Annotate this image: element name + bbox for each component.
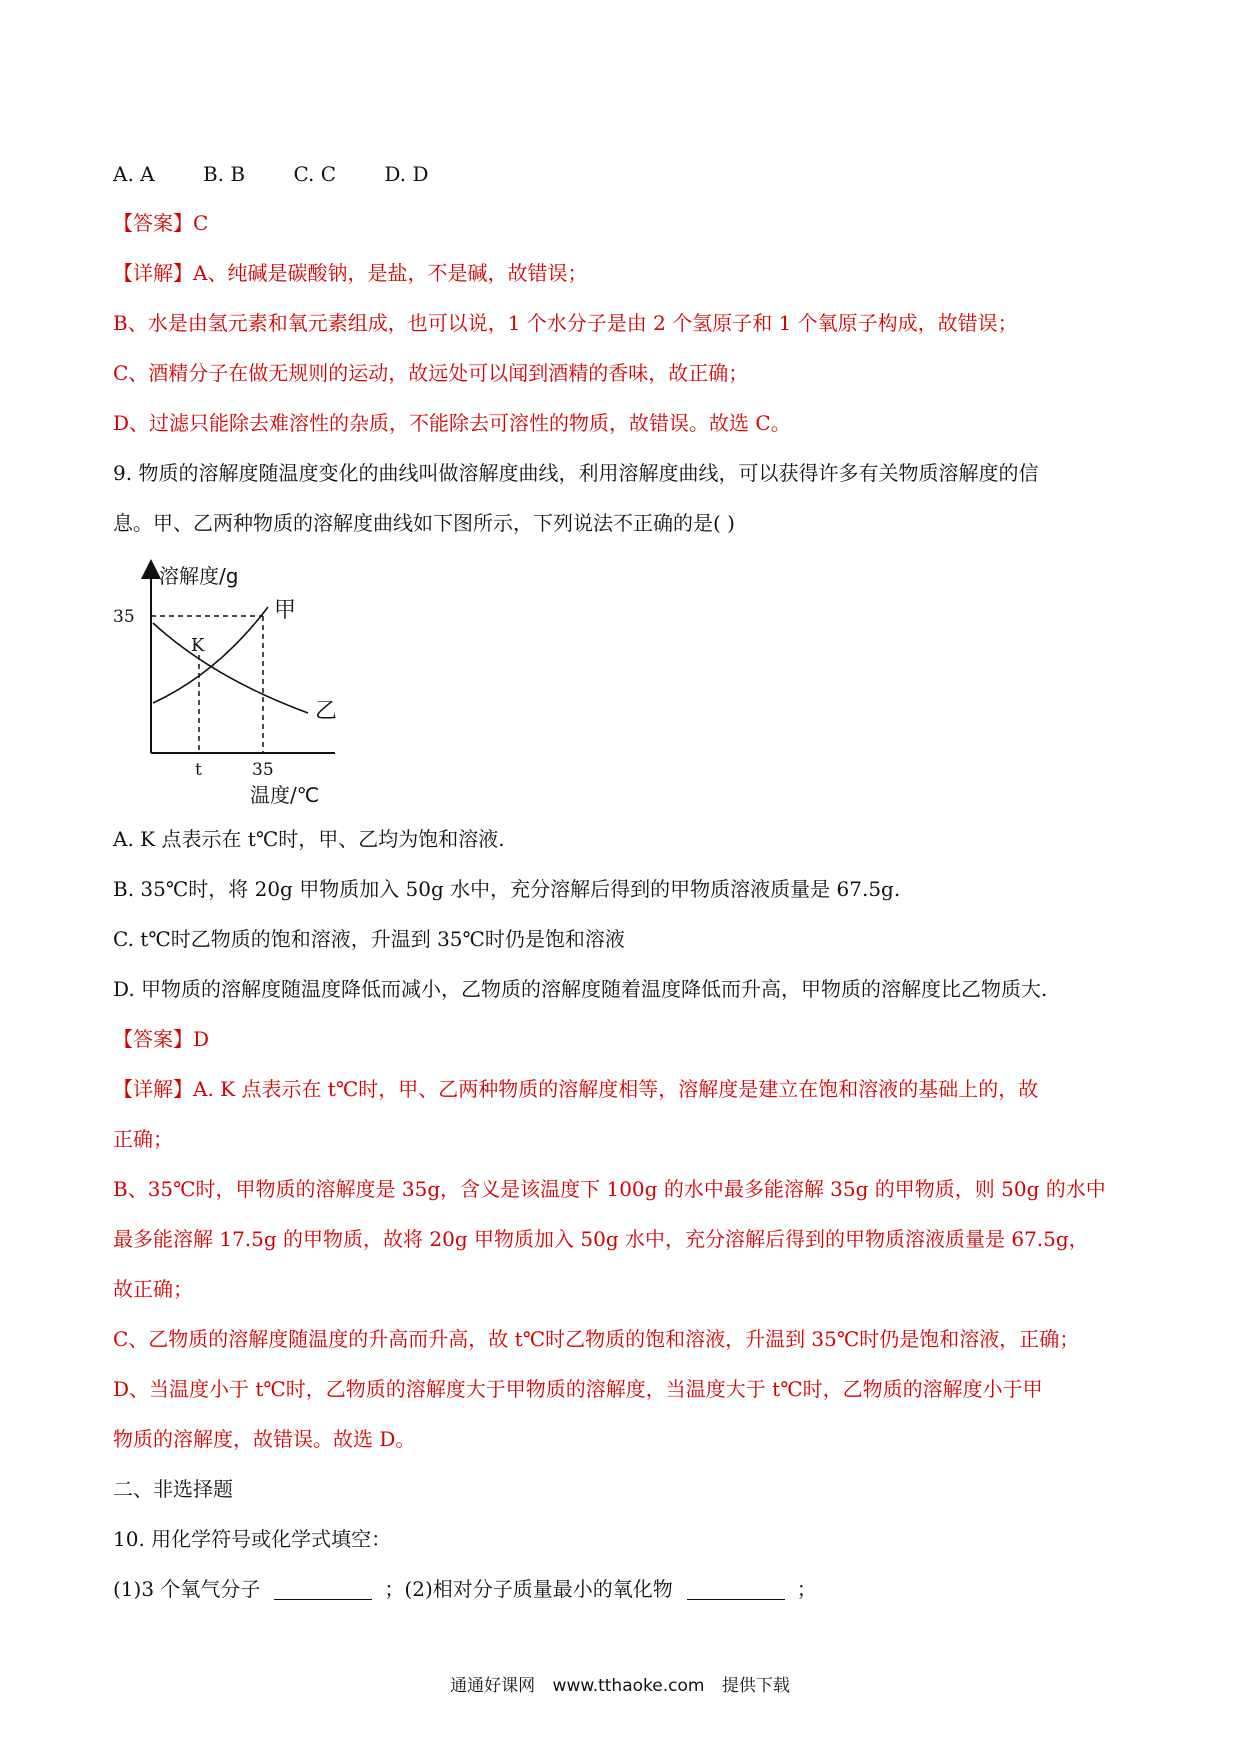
q8-detail-a: 【详解】A、纯碱是碳酸钠，是盐，不是碱，故错误； [113,261,588,285]
q10-fill-line [113,1574,817,1604]
q9-detail-line5: 故正确； [113,1277,193,1301]
curve-yi [153,623,308,713]
x-tick-35: 35 [252,760,274,780]
series-yi-label: 乙 [315,699,338,724]
q9-detail-line8: 物质的溶解度，故错误。故选 D。 [113,1427,416,1451]
q8-detail-b: B、水是由氢元素和氧元素组成，也可以说，1 个水分子是由 2 个氢原子和 1 个氧原子构成，故错误； [113,311,1018,335]
footer-url[interactable]: www.tthaoke.com [552,1676,705,1696]
q9-detail-line6: C、乙物质的溶解度随温度的升高而升高，故 t℃时乙物质的饱和溶液，升温到 35℃时仍是饱和溶液，正确； [113,1327,1080,1351]
q8-option-d: D. D [384,162,429,186]
q10-end: ； [796,1577,817,1601]
x-axis-label: 温度/℃ [250,783,320,807]
q9-option-a: A. K 点表示在 t℃时，甲、乙均为饱和溶液. [113,827,505,851]
x-tick-t: t [195,760,202,780]
q9-answer: 【答案】D [113,1027,210,1051]
q8-options [113,159,470,189]
q9-detail-line4: 最多能溶解 17.5g 的甲物质，故将 20g 甲物质加入 50g 水中，充分溶解后得到的甲物质溶液质量是 67.5g， [113,1227,1089,1251]
q10-separator: ； [384,1577,405,1601]
series-jia-label: 甲 [274,598,297,623]
section-heading: 二、非选择题 [113,1477,233,1501]
q9-option-b: B. 35℃时，将 20g 甲物质加入 50g 水中，充分溶解后得到的甲物质溶液质量是 67.5g. [113,877,901,901]
q9-detail-line7: D、当温度小于 t℃时，乙物质的溶解度大于甲物质的溶解度，当温度大于 t℃时，乙物质的溶解度小于甲 [113,1377,1043,1401]
q8-option-b: B. B [202,162,246,186]
q9-stem-line1: 9. 物质的溶解度随温度变化的曲线叫做溶解度曲线，利用溶解度曲线，可以获得许多有关物质溶解度的信 [113,461,1039,485]
q10-part1-label: (1)3 个氧气分子 [113,1577,261,1601]
point-k-label: K [191,635,205,656]
y-tick-35: 35 [113,607,135,627]
q8-option-c: C. C [293,162,337,186]
q9-stem-line2: 息。甲、乙两种物质的溶解度曲线如下图所示，下列说法不正确的是( ) [113,511,735,535]
q8-detail-c: C、酒精分子在做无规则的运动，故远处可以闻到酒精的香味，故正确； [113,361,749,385]
q9-option-d: D. 甲物质的溶解度随温度降低而减小，乙物质的溶解度随着温度降低而升高，甲物质的溶解度比乙物质大. [113,977,1048,1001]
q8-option-a: A. A [113,162,155,186]
q9-detail-line2: 正确； [113,1127,173,1151]
q10-part2-label: (2)相对分子质量最小的氧化物 [404,1577,673,1601]
y-axis-label: 溶解度/g [159,564,239,588]
q10-blank-2[interactable] [687,1579,785,1600]
page-footer [0,1671,1240,1696]
q8-detail-d: D、过滤只能除去难溶性的杂质，不能除去可溶性的物质，故错误。故选 C。 [113,411,791,435]
q9-option-c: C. t℃时乙物质的饱和溶液，升温到 35℃时仍是饱和溶液 [113,927,625,951]
q10-blank-1[interactable] [274,1579,372,1600]
solubility-chart [113,553,353,813]
q9-detail-line3: B、35℃时，甲物质的溶解度是 35g，含义是该温度下 100g 的水中最多能溶解 35g 的甲物质，则 50g 的水中 [113,1177,1106,1201]
footer-action: 提供下载 [721,1676,790,1696]
q10-stem: 10. 用化学符号或化学式填空： [113,1527,392,1551]
q8-answer: 【答案】C [113,211,209,235]
footer-site: 通通好课网 [450,1676,536,1696]
q9-detail-line1: 【详解】A. K 点表示在 t℃时，甲、乙两种物质的溶解度相等，溶解度是建立在饱和溶液的基础上的，故 [113,1077,1039,1101]
